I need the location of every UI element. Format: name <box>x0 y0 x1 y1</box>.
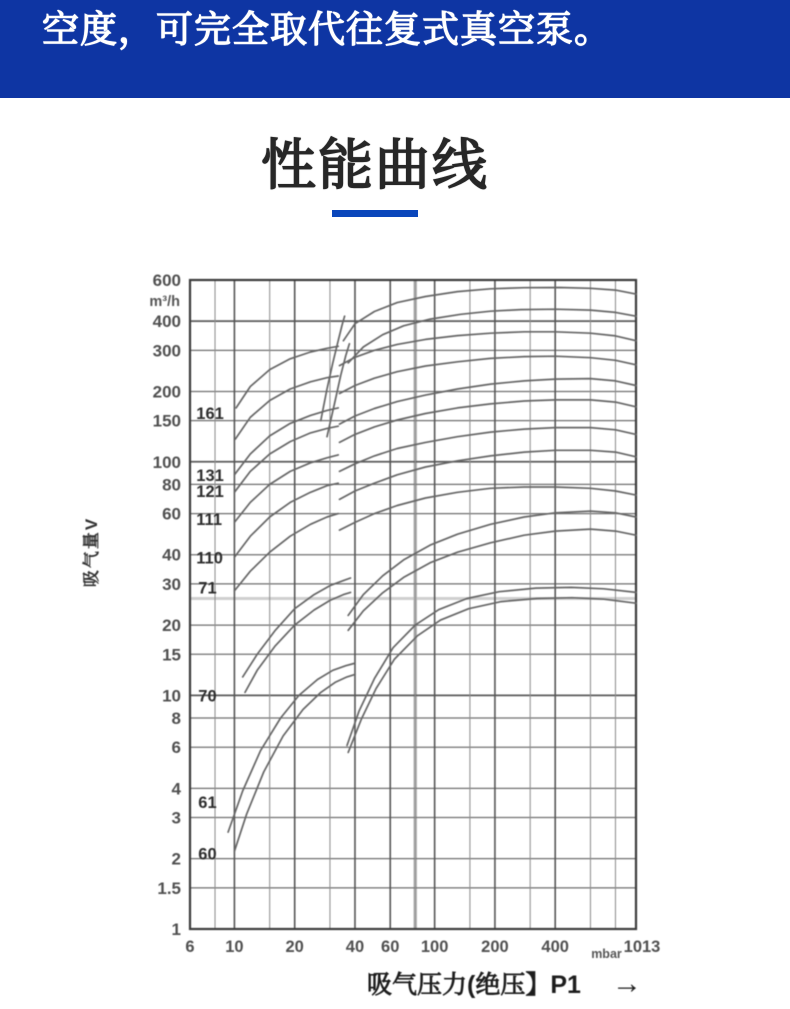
y-tick-label: 8 <box>171 709 181 729</box>
x-axis-arrow-icon: → <box>612 967 642 1000</box>
x-tick-label: 10 <box>225 938 244 956</box>
x-tick-label: 60 <box>381 938 400 956</box>
y-tick-label: 100 <box>152 452 181 472</box>
pump-curve-161 <box>236 332 636 408</box>
x-tick-label: 40 <box>345 938 365 956</box>
y-tick-label: 10 <box>162 686 181 706</box>
page-title: 性能曲线 <box>260 134 489 196</box>
y-tick-label: 15 <box>162 645 181 665</box>
x-axis-title: 吸气压力(绝压】P1 <box>367 971 581 999</box>
y-tick-label: 40 <box>162 545 181 565</box>
y-tick-label: 200 <box>152 382 181 402</box>
y-tick-label: 30 <box>162 574 181 594</box>
x-tick-label: 400 <box>541 938 569 956</box>
x-tick-label: 100 <box>420 938 449 956</box>
y-tick-label: 2 <box>171 849 181 869</box>
y-tick-label: 400 <box>152 312 181 332</box>
curve-label-60: 60 <box>198 845 217 864</box>
y-tick-label: 6 <box>171 738 181 758</box>
y-tick-label: 80 <box>162 475 181 495</box>
pump-curve-70 <box>243 511 636 677</box>
curve-label-131: 131 <box>196 466 224 485</box>
y-tick-label: 600 <box>152 271 181 290</box>
y-tick-label: 4 <box>171 779 181 799</box>
curve-label-121: 121 <box>196 482 224 501</box>
plot-border <box>190 280 636 929</box>
x-tick-label: 1013 <box>623 938 661 956</box>
pump-curve-unlabeled-1 <box>327 309 636 437</box>
y-tick-label: 300 <box>152 341 181 361</box>
x-tick-label: 200 <box>481 938 509 956</box>
x-tick-label: 6 <box>185 938 195 956</box>
curve-label-111: 111 <box>196 510 223 529</box>
x-axis-unit: mbar <box>591 947 622 961</box>
y-tick-label: 20 <box>162 616 181 636</box>
y-axis-unit: m³/h <box>149 294 180 310</box>
y-tick-label: 1 <box>171 920 181 939</box>
curve-label-61: 61 <box>198 793 217 812</box>
y-tick-label: 3 <box>171 808 181 828</box>
pump-curve-61 <box>228 587 636 832</box>
x-tick-label: 20 <box>285 938 304 956</box>
pump-curve-unlabeled-10 <box>245 529 636 692</box>
curve-label-161: 161 <box>196 404 224 423</box>
y-tick-label: 150 <box>152 411 181 431</box>
curve-label-110: 110 <box>196 549 223 568</box>
curve-label-70: 70 <box>198 687 217 706</box>
y-axis-title: 吸气量V <box>82 516 101 588</box>
y-tick-label: 1.5 <box>157 878 181 898</box>
banner-text: 空度，可完全取代往复式真空泵。 <box>42 9 612 50</box>
y-tick-label: 60 <box>162 504 181 524</box>
curve-label-71: 71 <box>198 579 217 598</box>
